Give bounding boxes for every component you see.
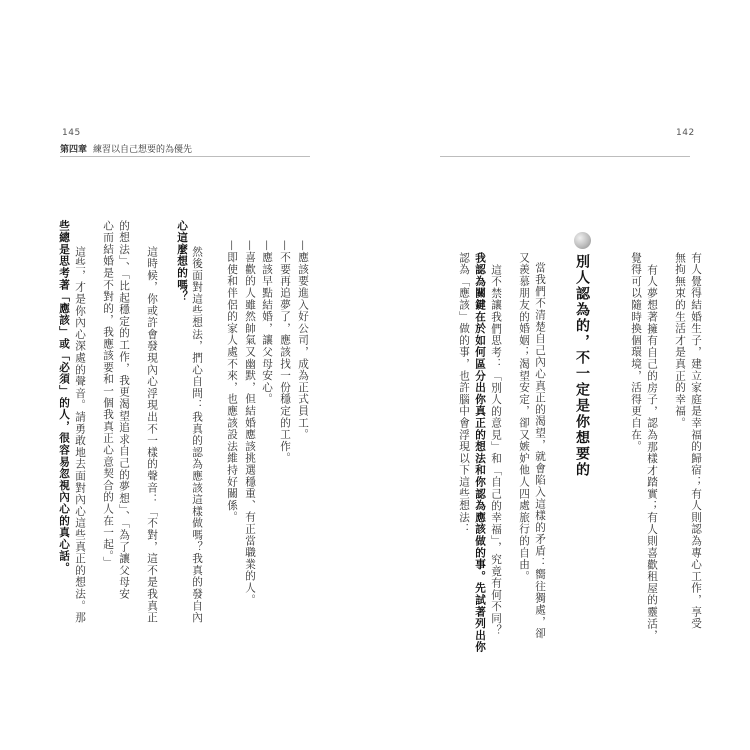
header-rule [440,156,690,157]
list-item: —應該早點結婚，讓父母安心。 [261,240,273,406]
body-column: 覺得可以隨時換個環境，活得更自在。 [630,252,642,453]
body-column: 然後面對這些想法，捫心自問：我真的認為應該這樣做嗎？我真的發自內 [191,246,203,624]
section-heading: 別人認為的，不一定是你想要的 [574,254,590,478]
body-column: 這時候，你或許會發現內心浮現出不一樣的聲音：「不對，這不是我真正 [146,246,158,624]
body-column: 的想法」、「比起穩定的工作，我更渴望追求自己的夢想」、「為了讓父母安 [118,220,130,600]
body-column: 當我們不清楚自己內心真正的渴望，就會陷入這樣的矛盾：嚮往獨處，卻 [534,262,546,640]
body-column: 認為「應該」做的事，也許腦中會浮現以下這些想法： [458,252,470,536]
chapter-title: 練習以自己想要的為優先 [93,145,193,155]
page-number: 145 [62,128,81,138]
body-column: 我認為關鍵在於如何區分出你真正的想法和你認為應該做的事。先試著列出你 [474,252,486,654]
list-item: —喜歡的人雖然帥氣又幽默，但結婚應該挑選穩重、有正當職業的人。 [244,240,256,606]
body-column: 些總是思考著「應該」或「必須」的人，很容易忽視內心的真心話。 [58,220,70,574]
body-column: 這些，才是你內心深處的聲音。請勇敢地去面對內心這些真正的想法。那 [74,246,86,624]
chapter-label: 第四章 [60,145,88,155]
header-rule [60,156,310,157]
body-column: 心這麼想的嗎？ [176,220,188,303]
section-bullet-icon [574,232,591,249]
body-column: 無拘無束的生活才是真正的幸福。 [674,252,686,429]
page-number: 142 [676,128,695,138]
body-column: 有人覺得結婚生子，建立家庭是幸福的歸宿；有人則認為專心工作，享受 [690,252,702,630]
body-column: 心而結婚是不對的，我應該要和一個我真正心意契合的人在一起。」 [102,220,114,569]
list-item: —即使和伴侶的家人處不來，也應該設法維持好關係。 [226,240,238,524]
body-column: 這不禁讓我們思考：「別人的意見」和「自己的幸福」，究竟有何不同？ [490,264,502,637]
chapter-header [60,142,192,155]
body-column: 又羨慕朋友的婚姻；渴望安定，卻又嫉妒他人四處旅行的自由。 [518,252,530,583]
list-item: —應該要進入好公司，成為正式員工。 [297,240,309,441]
body-column: 有人夢想著擁有自己的房子，認為那樣才踏實；有人則喜歡租屋的靈活， [646,264,658,642]
list-item: —不要再追夢了，應該找一份穩定的工作。 [279,240,291,465]
